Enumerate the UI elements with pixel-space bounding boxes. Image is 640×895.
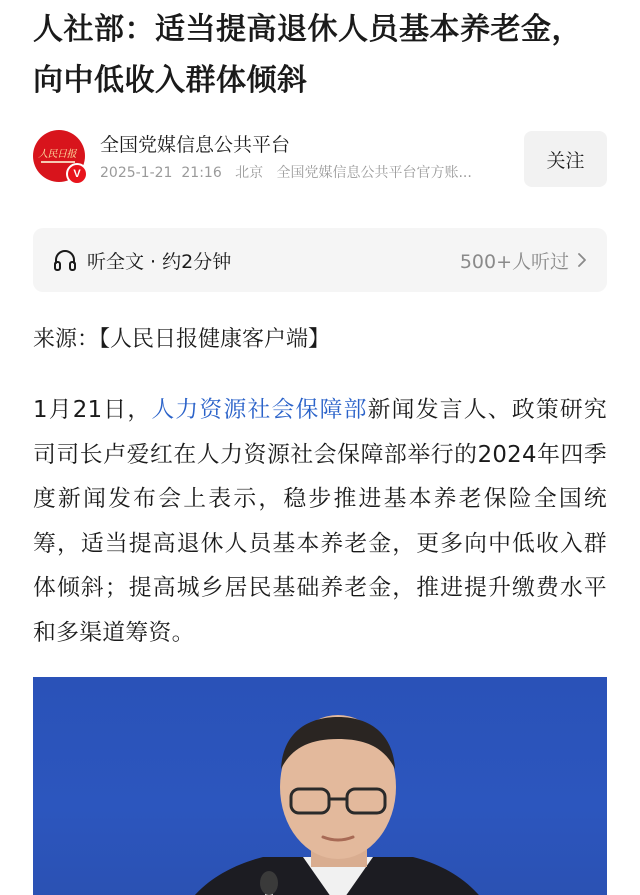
- article-photo[interactable]: [33, 677, 607, 895]
- listen-bar[interactable]: [33, 228, 607, 292]
- author-meta: [100, 162, 510, 182]
- body-rest: 新闻发言人、政策研究司司长卢爱红在人力资源社会保障部举行的2024年四季度新闻发布会上表示，稳步推进基本养老保险全国统筹，适当提高退休人员基本养老金，更多向中低收入群体倾斜；提高城乡居民基础养老金，推进提升缴费水平和多渠道筹资。: [33, 397, 608, 646]
- chevron-right-icon: [577, 253, 587, 267]
- headphone-icon: [53, 249, 77, 271]
- article-body: [33, 388, 607, 655]
- author-name[interactable]: 全国党媒信息公共平台: [100, 134, 291, 156]
- photo-illustration: [33, 677, 607, 895]
- author-account: 全国党媒信息公共平台官方账...: [276, 165, 472, 181]
- avatar-logo-line: [41, 161, 75, 163]
- post-location: 北京: [235, 165, 264, 181]
- author-row: [33, 128, 607, 190]
- article-source: 来源：【人民日报健康客户端】: [33, 327, 331, 352]
- verified-icon: V: [66, 163, 88, 185]
- listen-count: [460, 247, 587, 274]
- post-date: 2025-1-21: [100, 165, 173, 181]
- body-prefix: 1月21日，: [33, 397, 152, 423]
- listen-count-text: 500+人听过: [459, 250, 569, 273]
- avatar-logo: 人民日报: [38, 149, 76, 160]
- article-title: 人社部：适当提高退休人员基本养老金，向中低收入群体倾斜: [33, 12, 582, 98]
- follow-button[interactable]: 关注: [524, 131, 607, 187]
- listen-label: 听全文 · 约2分钟: [87, 250, 232, 273]
- avatar[interactable]: [33, 130, 85, 182]
- post-time: 21:16: [181, 165, 222, 181]
- ministry-link[interactable]: 人力资源社会保障部: [151, 397, 368, 423]
